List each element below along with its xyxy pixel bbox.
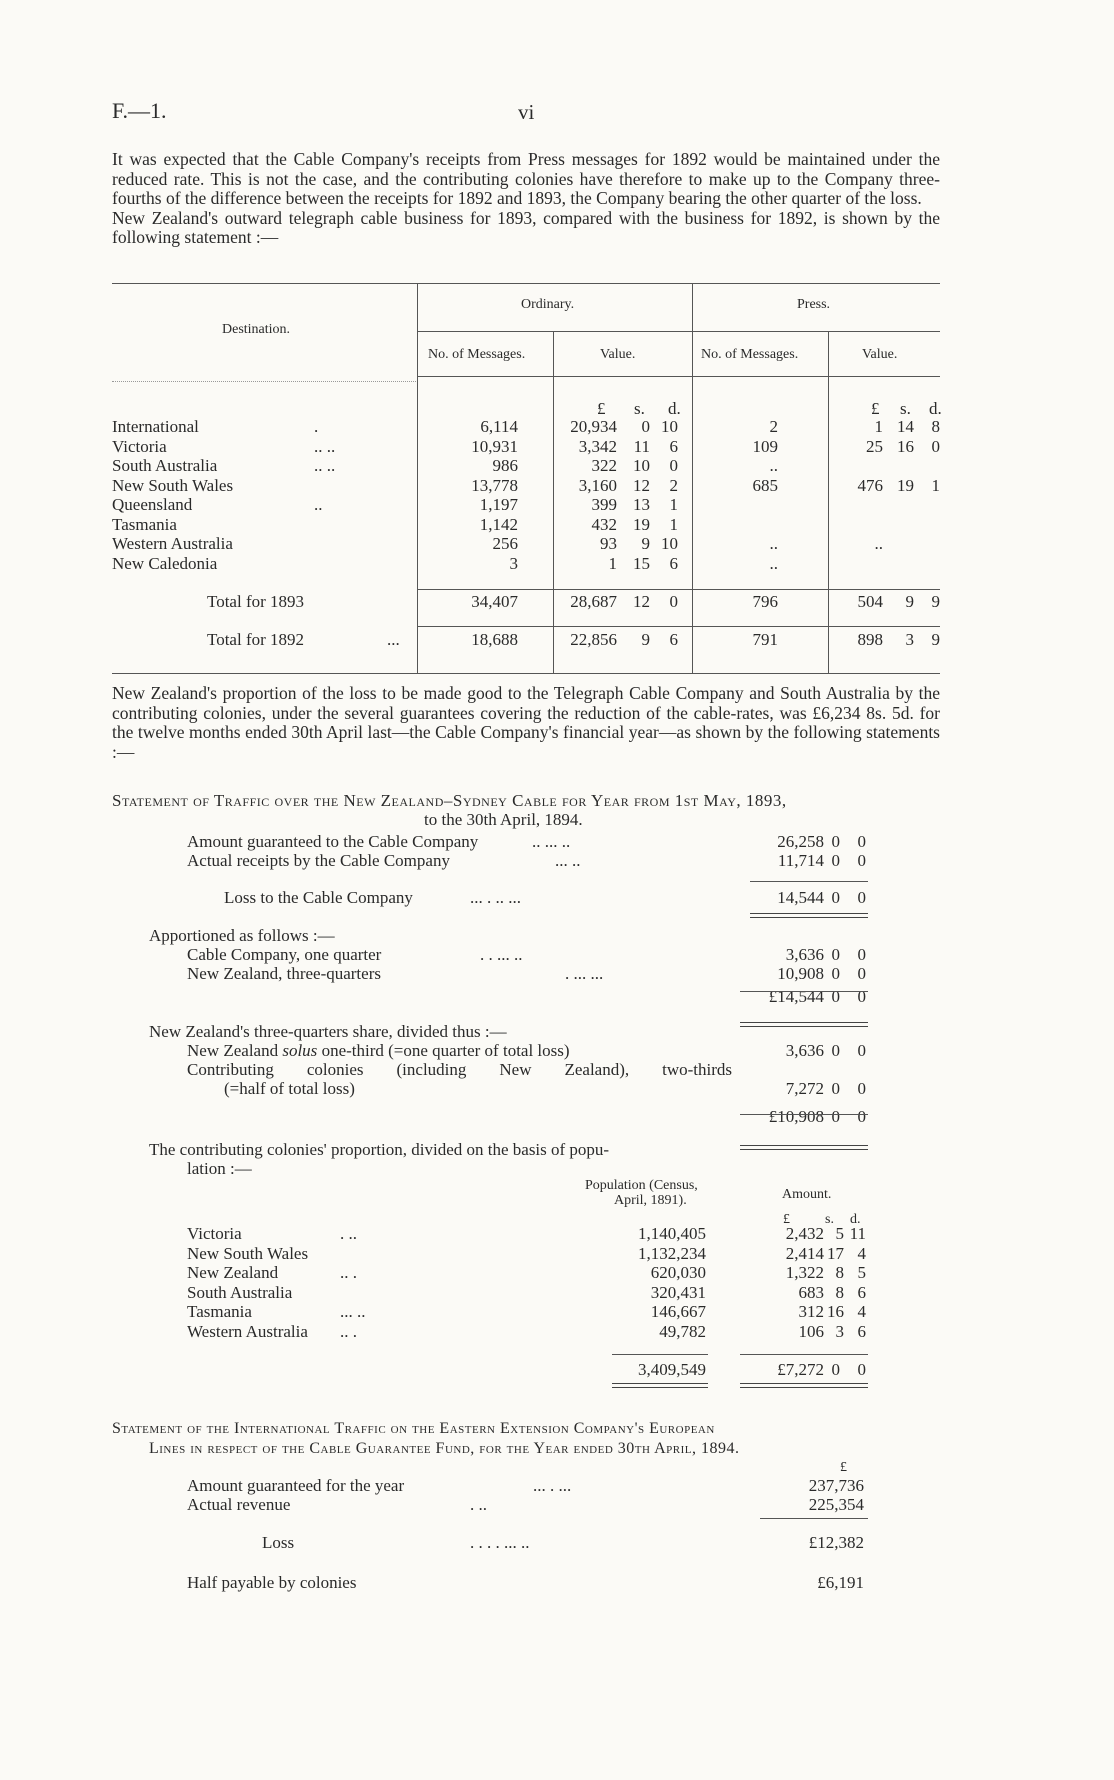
- total-1893-messages: 34,407: [471, 592, 518, 611]
- total-population: 3,409,549: [638, 1360, 706, 1379]
- ordinary-pounds-cell: 1: [608, 553, 617, 573]
- colony-name: New Zealand: [187, 1263, 279, 1282]
- population-intro-2: lation :—: [187, 1159, 252, 1178]
- proportion-text: [112, 684, 940, 762]
- colony-shillings: 5: [835, 1224, 844, 1243]
- actual-receipts-label: Actual receipts by the Cable Company: [187, 851, 450, 870]
- colony-shillings: 8: [835, 1282, 844, 1302]
- statement-2-title-2: Lines in respect of the Cable Guarantee Fund, for the Year ended 30th April, 1894.: [149, 1440, 740, 1457]
- cable-company-quarter-label: Cable Company, one quarter: [187, 945, 382, 964]
- leader: ... ..: [555, 851, 581, 870]
- total-1892-press-pence: 9: [931, 630, 940, 649]
- unit-shillings: s.: [900, 399, 911, 418]
- press-pence-cell: 8: [931, 417, 940, 436]
- half-payable-value: £6,191: [817, 1573, 864, 1592]
- colony-pounds: 2,414: [785, 1243, 824, 1263]
- leader: . ..: [340, 1224, 357, 1243]
- press-pounds-cell: 476: [857, 475, 883, 495]
- destination-cell: Tasmania: [112, 514, 177, 534]
- colony-population: 146,667: [650, 1302, 706, 1321]
- unit-pounds: £: [783, 1212, 790, 1227]
- actual-receipts-pence: 0: [857, 851, 866, 870]
- press-messages-cell: ..: [769, 534, 778, 553]
- ordinary-pounds-cell: 93: [600, 534, 617, 553]
- ordinary-pounds-cell: 399: [591, 495, 617, 514]
- total-1892-press-messages: 791: [752, 630, 778, 649]
- press-messages-cell: ..: [769, 553, 778, 573]
- amount-guaranteed-pounds: 26,258: [777, 832, 824, 851]
- nz-three-quarters-label: New Zealand, three-quarters: [187, 964, 381, 983]
- contributing-pence: 0: [857, 1079, 866, 1098]
- unit-pence: d.: [668, 399, 681, 418]
- ordinary-pounds-cell: 432: [591, 514, 617, 534]
- destination-cell: Western Australia: [112, 534, 233, 553]
- col-press-messages: No. of Messages.: [701, 347, 799, 362]
- loss-value: £12,382: [808, 1533, 864, 1552]
- colony-population: 1,140,405: [638, 1224, 706, 1243]
- total-1892-shillings: 9: [641, 630, 650, 649]
- total-1893-label: Total for 1893: [207, 592, 305, 611]
- cable-company-quarter-pounds: 3,636: [785, 945, 824, 964]
- col-population: Population (Census,: [585, 1178, 698, 1193]
- page-number: vi: [518, 100, 535, 124]
- nz-share-label: New Zealand's three-quarters share, divided thus :—: [149, 1022, 507, 1041]
- press-pence-cell: 0: [931, 436, 940, 456]
- total-amount-pence: 0: [857, 1360, 866, 1379]
- colony-pence: 4: [857, 1302, 866, 1321]
- solus-label: New Zealand solus one-third (=one quarter of total loss): [187, 1041, 570, 1060]
- solus-shillings: 0: [831, 1041, 840, 1060]
- total-1892-pounds: 22,856: [570, 630, 617, 649]
- population-intro: The contributing colonies' proportion, divided on the basis of popu-: [149, 1140, 610, 1159]
- leader: .: [314, 417, 319, 436]
- ordinary-pence-cell: 1: [669, 495, 678, 514]
- destination-cell: Queensland: [112, 495, 193, 514]
- ordinary-messages-cell: 986: [492, 456, 518, 475]
- colony-pounds: 683: [798, 1282, 824, 1302]
- colony-shillings: 17: [827, 1243, 844, 1263]
- leader: .. ... ..: [532, 832, 571, 851]
- subtotal-10908-d: 0: [857, 1107, 866, 1126]
- colony-name: New South Wales: [187, 1243, 309, 1263]
- ordinary-messages-cell: 256: [492, 534, 518, 553]
- colony-name: South Australia: [187, 1282, 293, 1302]
- leader: .. .: [340, 1263, 357, 1282]
- subtotal-14544-l: £14,544: [768, 987, 824, 1006]
- unit-shillings: s.: [634, 399, 645, 418]
- colony-pence: 6: [857, 1282, 866, 1302]
- unit-pence: d.: [850, 1212, 861, 1227]
- ordinary-shillings-cell: 11: [633, 436, 650, 456]
- colony-pence: 4: [857, 1243, 866, 1263]
- intro-paragraph-2: New Zealand's outward telegraph cable business for 1893, compared with the business for 1892, is shown by the following statement :—: [112, 207, 940, 247]
- press-shillings-cell: 19: [897, 475, 914, 495]
- destination-cell: New South Wales: [112, 475, 234, 495]
- total-1893-press-messages: 796: [752, 592, 778, 611]
- leader: . . . . ... ..: [470, 1533, 530, 1552]
- ordinary-pounds-cell: 20,934: [570, 417, 617, 436]
- col-press-value: Value.: [862, 347, 898, 362]
- leader: .. ..: [314, 436, 336, 456]
- destination-cell: South Australia: [112, 456, 218, 475]
- ordinary-pence-cell: 0: [669, 456, 678, 475]
- subtotal-10908-s: 0: [831, 1107, 840, 1126]
- ordinary-pounds-cell: 322: [591, 456, 617, 475]
- amount-guaranteed-label: Amount guaranteed to the Cable Company: [187, 832, 479, 851]
- total-1893-pence: 0: [669, 592, 678, 611]
- total-1893-shillings: 12: [633, 592, 650, 611]
- total-1893-pounds: 28,687: [570, 592, 617, 611]
- col-destination: Destination.: [222, 322, 291, 337]
- loss-to-company-pounds: 14,544: [777, 888, 824, 907]
- ordinary-shillings-cell: 13: [633, 495, 650, 514]
- contributing-pounds: 7,272: [785, 1079, 824, 1098]
- total-1892-messages: 18,688: [471, 630, 518, 649]
- contributing-label-2: (=half of total loss): [224, 1079, 355, 1098]
- total-1893-press-pounds: 504: [857, 592, 883, 611]
- unit-pounds: £: [871, 399, 880, 418]
- destination-cell: International: [112, 417, 199, 436]
- leader: ... ..: [340, 1302, 366, 1321]
- press-pounds-cell: 25: [866, 436, 883, 456]
- total-1892-label: Total for 1892: [207, 630, 305, 649]
- colony-name: Tasmania: [187, 1302, 252, 1321]
- loss-to-company-label: Loss to the Cable Company: [224, 888, 413, 907]
- total-1892-press-shillings: 3: [905, 630, 914, 649]
- ordinary-shillings-cell: 19: [633, 514, 650, 534]
- colony-name: Victoria: [187, 1224, 242, 1243]
- leader: .. .: [340, 1321, 357, 1341]
- press-messages-cell: 685: [752, 475, 778, 495]
- actual-revenue-label: Actual revenue: [187, 1495, 291, 1514]
- loss-to-company-shillings: 0: [831, 888, 840, 907]
- proportion-paragraph: New Zealand's proportion of the loss to be made good to the Telegraph Cable Company and South Australia by the contributing colonies, under the several guarantees covering the reduction of the cable-rates, was £6,234 8s. 5d. for the twelve months ended 30th April last—the Cable Company's financial year—as shown by the following statements :—: [112, 683, 940, 762]
- colony-population: 49,782: [659, 1321, 706, 1341]
- col-amount: Amount.: [782, 1187, 832, 1202]
- press-shillings-cell: 14: [897, 417, 914, 436]
- page-ref: F.—1.: [112, 98, 167, 123]
- contributing-shillings: 0: [831, 1079, 840, 1098]
- nz-three-quarters-pence: 0: [857, 964, 866, 983]
- press-pence-cell: 1: [931, 475, 940, 495]
- col-ordinary-messages: No. of Messages.: [428, 347, 526, 362]
- leader: ... . ...: [533, 1476, 572, 1495]
- colony-shillings: 8: [835, 1263, 844, 1282]
- total-1892-pence: 6: [669, 630, 678, 649]
- colony-pounds: 106: [798, 1321, 824, 1341]
- colony-population: 620,030: [650, 1263, 706, 1282]
- amount-guaranteed-shillings: 0: [831, 832, 840, 851]
- statement-1-title: Statement of Traffic over the New Zealand–Sydney Cable for Year from 1st May, 1893,: [112, 791, 787, 810]
- col-press: Press.: [797, 297, 831, 312]
- total-amount-pounds: £7,272: [777, 1360, 824, 1379]
- unit-pounds: £: [597, 399, 606, 418]
- actual-revenue-value: 225,354: [808, 1495, 864, 1514]
- ordinary-shillings-cell: 12: [633, 475, 650, 495]
- intro-paragraph-1: It was expected that the Cable Company's receipts from Press messages for 1892 would be maintained under the reduced rate. This is not the case, and the contributing colonies have therefore to make up to the Company three-fourths of the difference between the receipts for 1892 and 1893, the Company bearing the other quarter of the loss.: [112, 149, 940, 208]
- nz-three-quarters-pounds: 10,908: [777, 964, 824, 983]
- cable-company-quarter-pence: 0: [857, 945, 866, 964]
- colony-pounds: 312: [798, 1302, 824, 1321]
- ordinary-messages-cell: 1,142: [479, 514, 518, 534]
- total-1893-press-pence: 9: [931, 592, 940, 611]
- press-pounds-cell: 1: [874, 417, 883, 436]
- ordinary-pence-cell: 1: [669, 514, 678, 534]
- unit-pounds: £: [840, 1460, 847, 1475]
- colony-shillings: 16: [827, 1302, 844, 1321]
- loss-to-company-pence: 0: [857, 888, 866, 907]
- colony-population: 1,132,234: [638, 1243, 706, 1263]
- press-messages-cell: 2: [769, 417, 778, 436]
- ordinary-messages-cell: 1,197: [479, 495, 518, 514]
- ordinary-pence-cell: 6: [669, 553, 678, 573]
- actual-receipts-pounds: 11,714: [777, 851, 824, 870]
- leader: . ... ...: [565, 964, 604, 983]
- press-messages-cell: 109: [752, 436, 778, 456]
- ordinary-pence-cell: 6: [669, 436, 678, 456]
- solus-pounds: 3,636: [785, 1041, 824, 1060]
- press-pounds-cell: ..: [874, 534, 883, 553]
- colony-pence: 5: [857, 1263, 866, 1282]
- half-payable-label: Half payable by colonies: [187, 1573, 357, 1592]
- ordinary-pounds-cell: 3,342: [578, 436, 617, 456]
- col-ordinary: Ordinary.: [521, 297, 575, 312]
- colony-pounds: 2,432: [785, 1224, 824, 1243]
- actual-receipts-shillings: 0: [831, 851, 840, 870]
- unit-shillings: s.: [825, 1212, 834, 1227]
- nz-three-quarters-shillings: 0: [831, 964, 840, 983]
- ordinary-pence-cell: 10: [661, 534, 678, 553]
- destination-cell: New Caledonia: [112, 553, 218, 573]
- ordinary-messages-cell: 10,931: [471, 436, 518, 456]
- subtotal-14544-d: 0: [857, 987, 866, 1006]
- subtotal-10908-l: £10,908: [768, 1107, 824, 1126]
- ordinary-shillings-cell: 10: [633, 456, 650, 475]
- press-messages-cell: ..: [769, 456, 778, 475]
- colony-pounds: 1,322: [785, 1263, 824, 1282]
- ordinary-pence-cell: 10: [661, 417, 678, 436]
- statement-1-title-2: to the 30th April, 1894.: [424, 810, 583, 829]
- total-1892-leader: ...: [387, 630, 400, 649]
- col-ordinary-value: Value.: [600, 347, 636, 362]
- cable-company-quarter-shillings: 0: [831, 945, 840, 964]
- ordinary-shillings-cell: 15: [633, 553, 650, 573]
- total-1892-press-pounds: 898: [857, 630, 883, 649]
- subtotal-14544-s: 0: [831, 987, 840, 1006]
- colony-name: Western Australia: [187, 1321, 308, 1341]
- intro-text: [112, 150, 940, 248]
- colony-pence: 11: [849, 1224, 866, 1243]
- colony-population: 320,431: [650, 1282, 706, 1302]
- leader: ... . .. ...: [470, 888, 521, 907]
- apportioned-label: Apportioned as follows :—: [149, 926, 335, 945]
- leader: ..: [314, 495, 323, 514]
- colony-shillings: 3: [835, 1321, 844, 1341]
- ordinary-shillings-cell: 0: [641, 417, 650, 436]
- ordinary-pounds-cell: 3,160: [578, 475, 617, 495]
- amount-guaranteed-pence: 0: [857, 832, 866, 851]
- leader: .. ..: [314, 456, 336, 475]
- ordinary-shillings-cell: 9: [641, 534, 650, 553]
- destination-cell: Victoria: [112, 436, 167, 456]
- colony-pence: 6: [857, 1321, 866, 1341]
- total-1893-press-shillings: 9: [905, 592, 914, 611]
- total-amount-shillings: 0: [831, 1360, 840, 1379]
- ordinary-messages-cell: 13,778: [471, 475, 518, 495]
- contributing-label: Contributing colonies (including New Zealand), two-thirds: [187, 1060, 732, 1079]
- statement-2-title: Statement of the International Traffic on the Eastern Extension Company's European: [112, 1420, 715, 1437]
- ordinary-messages-cell: 6,114: [480, 417, 518, 436]
- guaranteed-year-value: 237,736: [808, 1476, 864, 1495]
- unit-pence: d.: [929, 399, 942, 418]
- guaranteed-year-label: Amount guaranteed for the year: [187, 1476, 405, 1495]
- press-shillings-cell: 16: [897, 436, 914, 456]
- solus-pence: 0: [857, 1041, 866, 1060]
- col-population-2: April, 1891).: [614, 1193, 687, 1208]
- loss-label: Loss: [262, 1533, 295, 1552]
- leader: . ..: [470, 1495, 487, 1514]
- ordinary-messages-cell: 3: [509, 553, 518, 573]
- ordinary-pence-cell: 2: [669, 475, 678, 495]
- leader: . . ... ..: [480, 945, 523, 964]
